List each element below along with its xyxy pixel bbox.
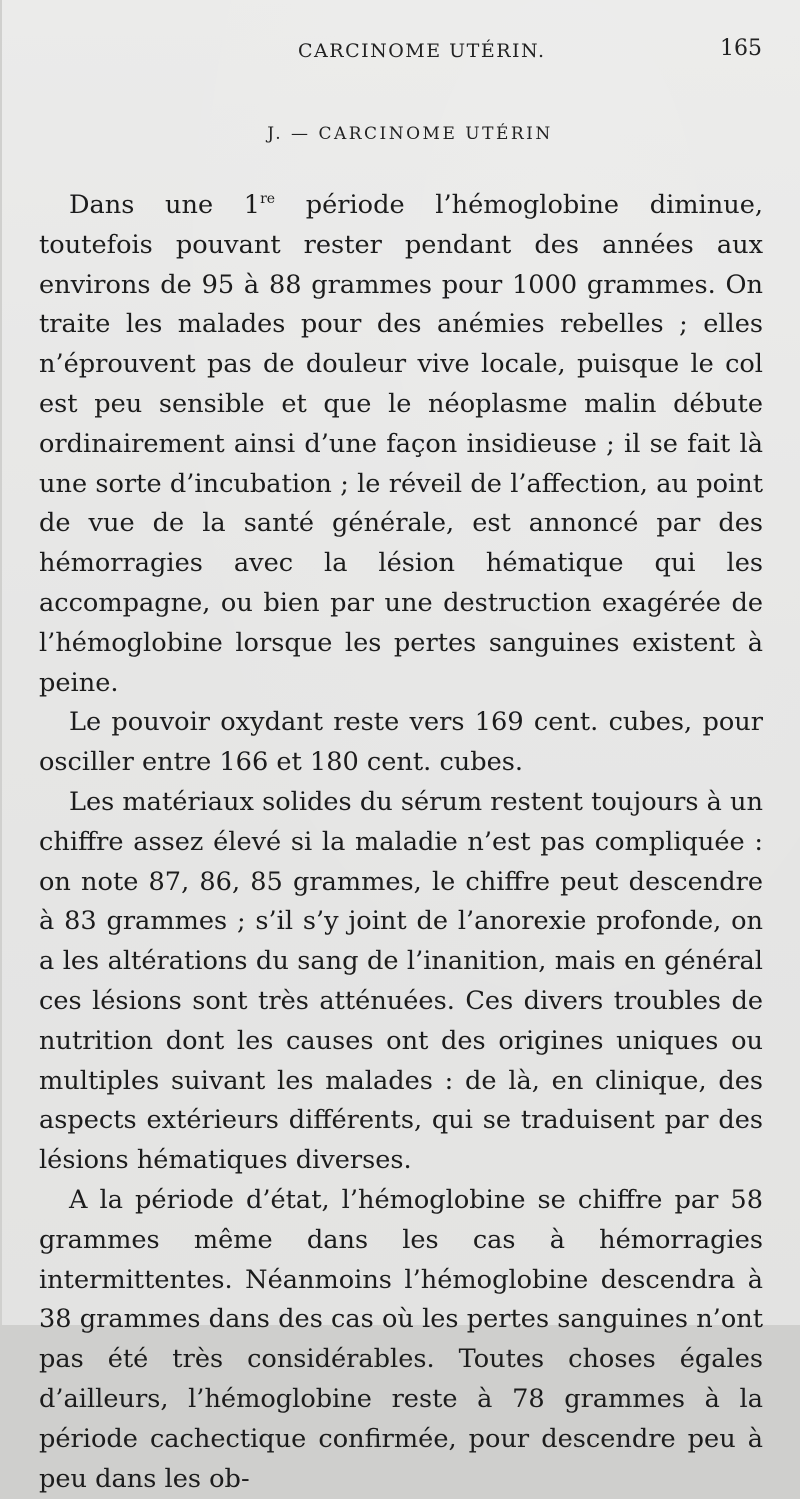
paragraph-4: A la période d’état, l’hémoglobine se chiffre par 58 grammes même dans les cas à hémorragies intermittentes. Néanmoins l’hémoglobine descendra à 38 grammes dans des cas où les pertes sanguines n’ont pas été très considérables. Toutes choses égales d’ailleurs, l’hémoglobine reste à 78 grammes à la période cachectique confirmée, pour descendre peu à peu dans les ob- [39,1184,763,1494]
page-number: 165 [720,36,762,61]
body-text [39,186,763,1499]
ordinal-superscript: re [260,191,276,207]
section-heading: J. — CARCINOME UTÉRIN [267,124,553,144]
paragraph-1-rest: période l’hémoglobine diminue, toutefois pouvant rester pendant des années aux environs de 95 à 88 grammes pour 1000 grammes. On traite les malades pour des anémies rebelles ; elles n’éprouvent pas de douleur vive locale, puisque le col est peu sensible et que le néoplasme malin débute ordinairement ainsi d’une façon insidieuse ; il se fait là une sorte d’incubation ; le réveil de l’affection, au point de vue de la santé générale, est annoncé par des hémorragies avec la lésion hématique qui les accompagne, ou bien par une destruction exagérée de l’hémoglobine lorsque les pertes sanguines existent à peine. [39,190,763,698]
paragraph-3: Les matériaux solides du sérum restent toujours à un chiffre assez élevé si la maladie n’est pas compliquée : on note 87, 86, 85 grammes, le chiffre peut descendre à 83 grammes ; s’il s’y joint de l’anorexie profonde, on a les altérations du sang de l’inanition, mais en général ces lésions sont très atténuées. Ces divers troubles de nutrition dont les causes ont des origines uniques ou multiples suivant les malades : de là, en clinique, des aspects extérieurs différents, qui se traduisent par des lésions hématiques diverses. [39,786,763,1176]
running-head [2,36,800,66]
paragraph-2: Le pouvoir oxydant reste vers 169 cent. cubes, pour osciller entre 166 et 180 cent. cubes. [39,707,763,778]
paragraph-1 [39,186,763,703]
running-title: CARCINOME UTÉRIN. [298,40,546,62]
paragraph-1-start: Dans une 1 [69,190,261,220]
